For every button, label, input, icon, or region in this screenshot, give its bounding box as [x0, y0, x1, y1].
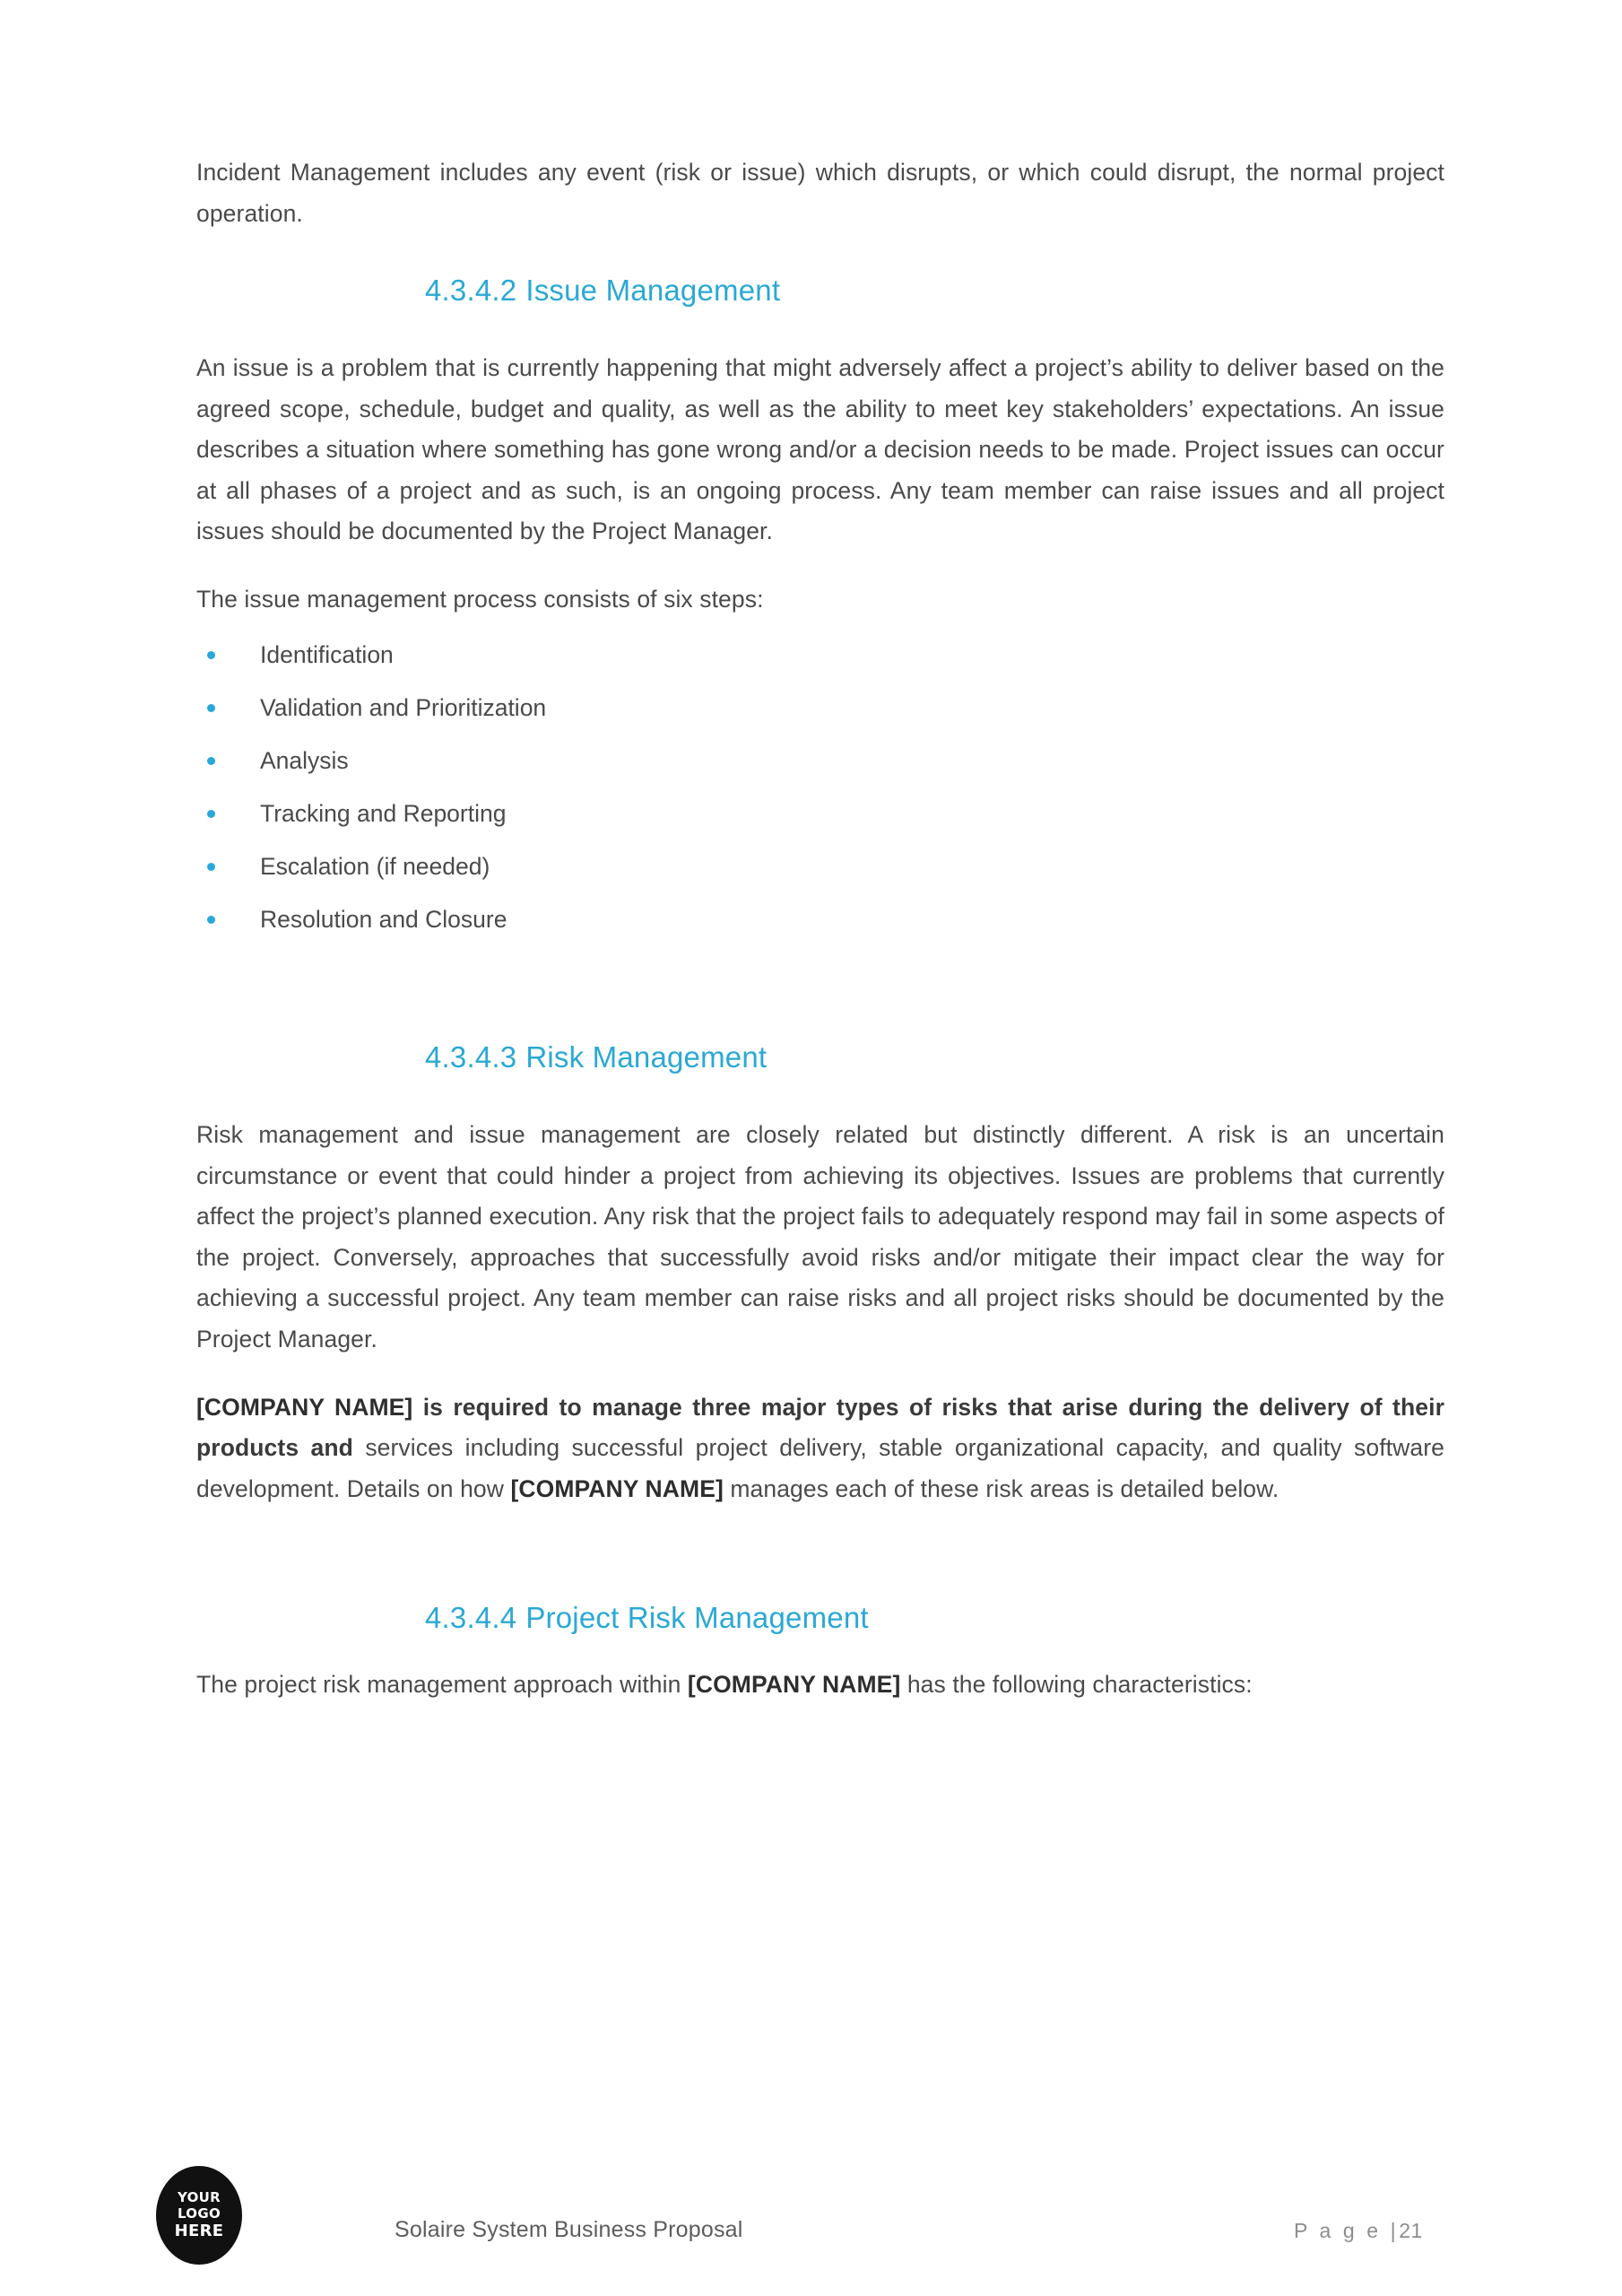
heading-number: 4.3.4.2 — [425, 274, 517, 308]
list-item-label: Validation and Prioritization — [260, 693, 547, 721]
list-item — [196, 799, 1444, 829]
list-item — [196, 640, 1444, 670]
company-risk-semi-1: is required to manage three major types of risks that arise during the delivery of their products and — [196, 1393, 1444, 1462]
project-risk-plain-2: has the following characteristics: — [900, 1671, 1253, 1699]
footer-document-title: Solaire System Business Proposal — [395, 2217, 743, 2242]
heading-title: Issue Management — [525, 274, 781, 308]
page-label: P a g e | — [1294, 2219, 1400, 2242]
logo-line-2: LOGO — [177, 2205, 221, 2222]
heading-risk-management — [196, 1039, 1444, 1077]
list-item-label: Escalation (if needed) — [260, 853, 490, 881]
company-risk-paragraph — [196, 1387, 1444, 1510]
company-risk-plain-2: manages each of these risk areas is detailed below. — [723, 1474, 1279, 1502]
heading-title: Risk Management — [525, 1040, 768, 1074]
heading-title: Project Risk Management — [525, 1601, 869, 1635]
issue-management-paragraph: An issue is a problem that is currently happening that might adversely affect a project’s ability to deliver based on the agreed scope, schedule, budget and quality, as well as the ability to meet key stakeholders’ expectations. An issue describes a situation where something has gone wrong and/or a decision needs to be made. Project issues can occur at all phases of a project and as such, is an ongoing process. Any team member can raise issues and all project issues should be documented by the Project Manager. — [196, 354, 1444, 545]
page-number-value: 21 — [1399, 2219, 1423, 2242]
issue-steps-intro: The issue management process consists of six steps: — [196, 585, 764, 613]
company-name-bold-3: [COMPANY NAME] — [687, 1671, 901, 1699]
bullet-dot-icon — [207, 863, 215, 871]
bullet-dot-icon — [207, 810, 215, 818]
footer-page-number — [1294, 2219, 1423, 2243]
list-item-label: Analysis — [260, 746, 349, 774]
list-item-label: Resolution and Closure — [260, 906, 507, 934]
project-risk-plain-1: The project risk management approach within — [196, 1671, 688, 1699]
list-item-label: Tracking and Reporting — [260, 799, 507, 827]
bullet-dot-icon — [207, 757, 215, 765]
bullet-dot-icon — [207, 704, 215, 712]
intro-paragraph: Incident Management includes any event (risk or issue) which disrupts, or which could disrupt, the normal project operation. — [196, 159, 1444, 227]
list-item — [196, 746, 1444, 776]
logo-line-3: HERE — [174, 2222, 224, 2240]
list-item-label: Identification — [260, 640, 394, 668]
bullet-dot-icon — [207, 651, 215, 659]
heading-issue-management — [196, 272, 1444, 310]
page-content — [196, 0, 1444, 1706]
company-logo-placeholder — [156, 2166, 242, 2265]
logo-line-1: YOUR — [177, 2189, 221, 2205]
list-item — [196, 852, 1444, 882]
issue-steps-list — [196, 640, 1444, 935]
heading-project-risk-management — [196, 1599, 1444, 1638]
project-risk-paragraph — [196, 1665, 1444, 1706]
company-name-bold-1: [COMPANY NAME] — [196, 1393, 413, 1421]
heading-number: 4.3.4.3 — [425, 1040, 517, 1074]
list-item — [196, 693, 1444, 723]
company-name-bold-2: [COMPANY NAME] — [510, 1474, 724, 1502]
heading-number: 4.3.4.4 — [425, 1601, 517, 1635]
risk-management-paragraph: Risk management and issue management are closely related but distinctly different. A risk is an uncertain circumstance or event that could hinder a project from achieving its objectives. Issues are problems that currently affect the project’s planned execution. Any risk that the project fails to adequately respond may fail in some aspects of the project. Conversely, approaches that successfully avoid risks and/or mitigate their impact clear the way for achieving a successful project. Any team member can raise risks and all project risks should be documented by the Project Manager. — [196, 1121, 1444, 1353]
list-item — [196, 905, 1444, 935]
company-risk-plain-1: services including successful project delivery, stable organizational capacity, and quality software development. Details on how — [196, 1434, 1444, 1502]
bullet-dot-icon — [207, 916, 215, 924]
